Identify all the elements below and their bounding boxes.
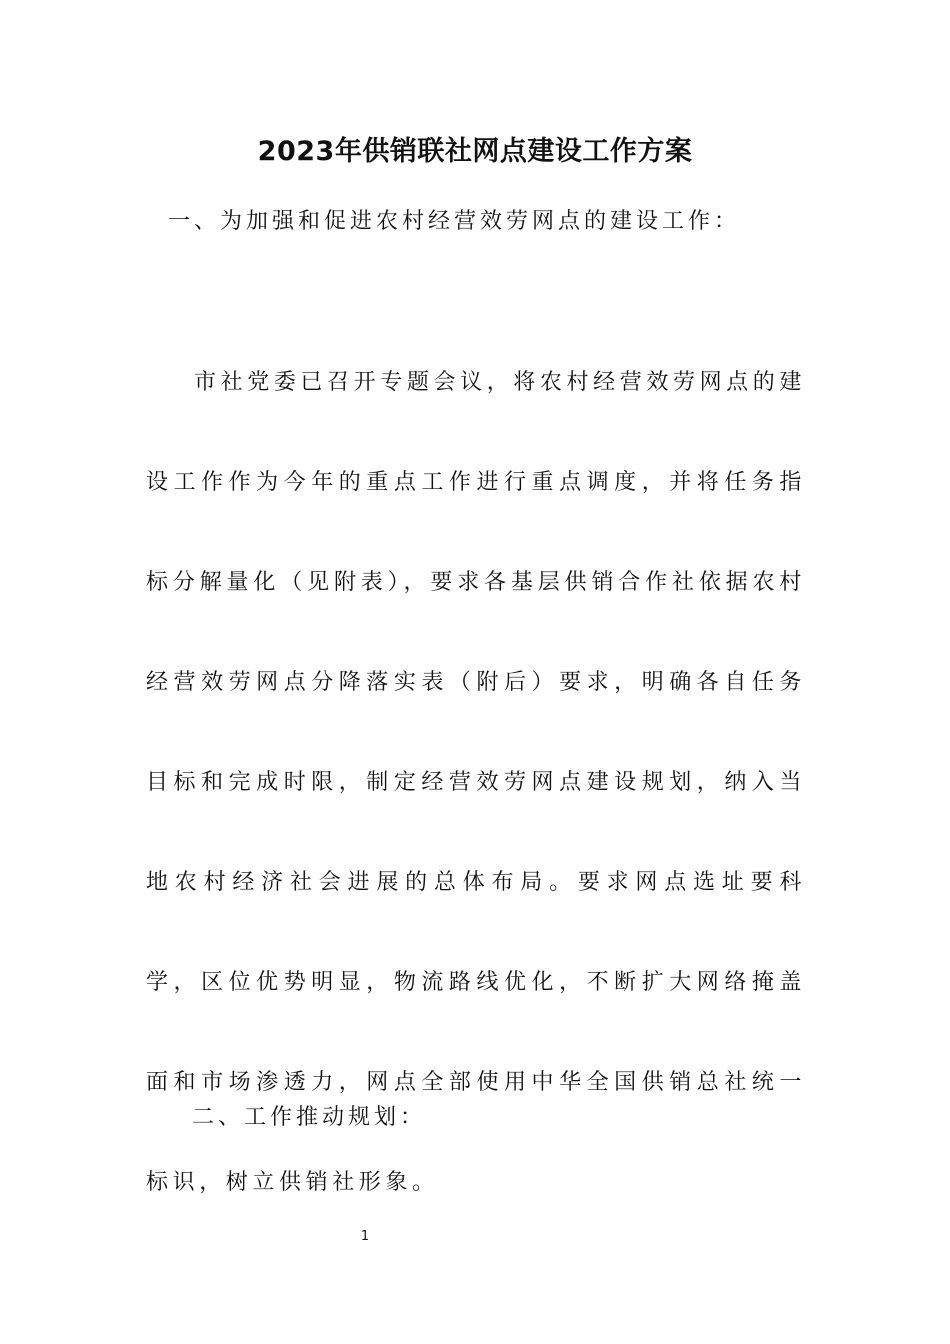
section-1-paragraph: 市社党委已召开专题会议，将农村经营效劳网点的建设工作作为今年的重点工作进行重点调度，并将任务指标分解量化（见附表），要求各基层供销合作社依据农村经营效劳网点分降落实表（附后）要求，明确各自任务目标和完成时限，制定经营效劳网点建设规划，纳入当地农村经济社会进展的总体布局。要求网点选址要科学，区位优势明显，物流路线优化，不断扩大网络掩盖面和市场渗透力，网点全部使用中华全国供销总社统一标识，树立供销社形象。 — [146, 370, 806, 1195]
document-title: 2023年供销联社网点建设工作方案 — [257, 136, 693, 167]
page-number: 1 — [360, 1229, 370, 1244]
section-2-heading: 二、工作推动规划： — [192, 1105, 427, 1130]
section-1-heading: 一、为加强和促进农村经营效劳网点的建设工作： — [168, 209, 741, 234]
